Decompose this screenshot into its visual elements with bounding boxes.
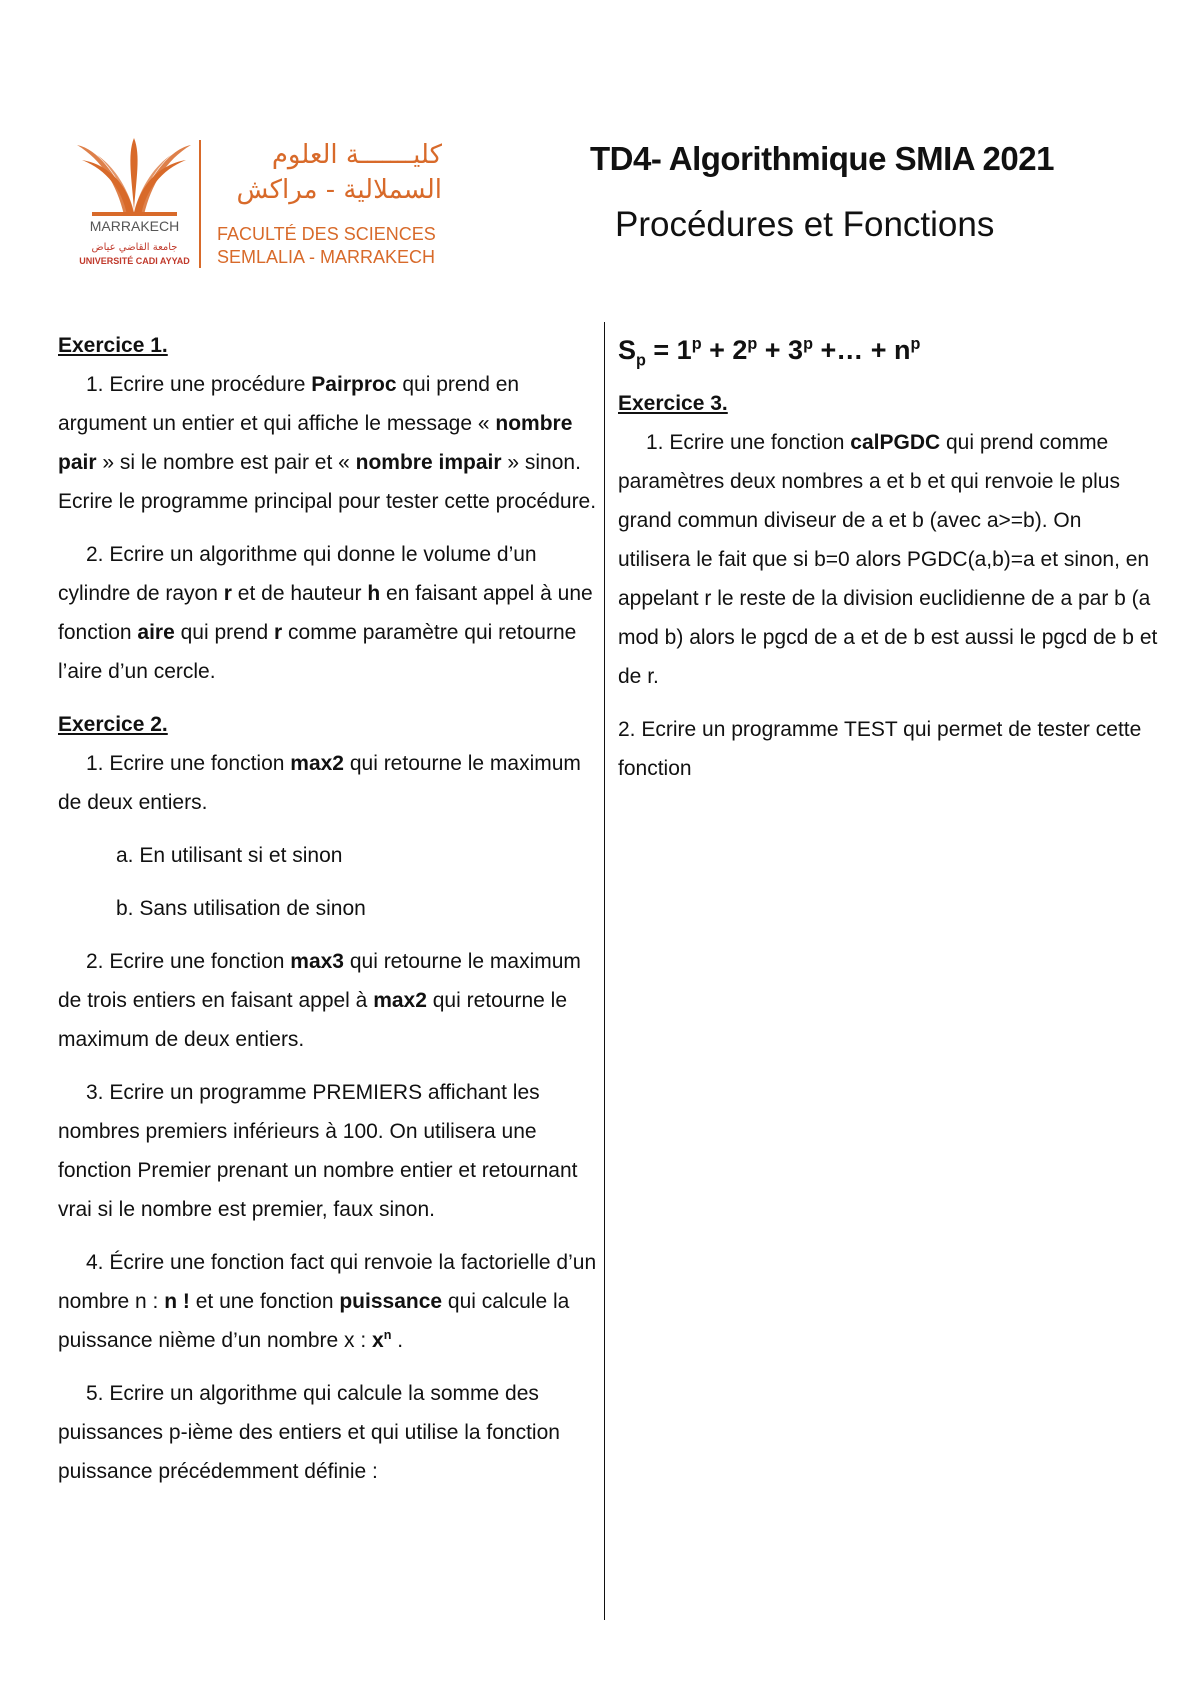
exercise-2-question-4: 4. Écrire une fonction fact qui renvoie la factorielle d’un nombre n : n ! et une fonction puissance qui calcule la puissance nième d’un nombre x : $x^n$ .: [58, 1251, 597, 1352]
page-title: TD4- Algorithmique SMIA 2021: [590, 140, 1054, 177]
logo-separator: [199, 140, 201, 268]
exercise-2-question-1: 1. Ecrire une fonction max2 qui retourne le maximum de deux entiers.: [58, 752, 581, 814]
logo-city: MARRAKECH: [89, 218, 180, 234]
faculty-logo: [72, 130, 442, 280]
exercise-3-question-1: 1. Ecrire une fonction calPGDC qui prend comme paramètres deux nombres a et b et qui renvoie le plus grand commun diviseur de a et b (avec a>=b). On utilisera le fait que si b=0 alors PGDC(a,b)=a et sinon, en appelant r le reste de la division euclidienne de a par b (a mod b) alors le pgcd de a et de b est aussi le pgcd de b et de r.: [618, 431, 1158, 688]
logo-french-line2: SEMLALIA - MARRAKECH: [217, 247, 436, 267]
exercise-3-question-2: 2. Ecrire un programme TEST qui permet de tester cette fonction: [618, 718, 1142, 780]
logo-arabic-line2: السملالية - مراكش: [236, 175, 442, 205]
exercise-3-heading: Exercice 3.: [618, 392, 728, 415]
exercise-1-question-1: 1. Ecrire une procédure Pairproc qui prend en argument un entier et qui affiche le message « nombre pair » si le nombre est pair et « nombre impair » sinon. Ecrire le programme principal pour tester cette procédure.: [58, 373, 597, 513]
left-column: [58, 326, 598, 1491]
exercise-2-subquestion-a: a. En utilisant si et sinon: [116, 844, 343, 867]
exercise-1-question-2: 2. Ecrire un algorithme qui donne le volume d’un cylindre de rayon r et de hauteur h en faisant appel à une fonction aire qui prend r comme paramètre qui retourne l’aire d’un cercle.: [58, 543, 593, 683]
logo-arabic-line1: كليـــــــة العلوم: [271, 140, 442, 170]
right-column: [618, 330, 1158, 788]
exercise-1-heading: Exercice 1.: [58, 334, 168, 357]
logo-university: UNIVERSITÉ CADI AYYAD: [79, 256, 190, 266]
logo-french-line1: FACULTÉ DES SCIENCES: [217, 224, 436, 244]
logo-university-arabic: جامعة القاضي عياض: [91, 242, 178, 253]
page-subtitle: Procédures et Fonctions: [615, 205, 995, 244]
exercise-2-question-3: 3. Ecrire un programme PREMIERS affichant les nombres premiers inférieurs à 100. On utilisera une fonction Premier prenant un nombre entier et retournant vrai si le nombre est premier, faux sinon.: [58, 1081, 578, 1221]
exercise-2-question-2: 2. Ecrire une fonction max3 qui retourne le maximum de trois entiers en faisant appel à max2 qui retourne le maximum de deux entiers.: [58, 950, 581, 1051]
power-sum-formula: $S_p = 1^p + 2^p + 3^p$ +… + $n^p$: [618, 335, 921, 370]
column-divider: [604, 322, 605, 1620]
exercise-2-question-5: 5. Ecrire un algorithme qui calcule la somme des puissances p-ième des entiers et qui utilise la fonction puissance précédemment définie :: [58, 1382, 560, 1483]
exercise-2-subquestion-b: b. Sans utilisation de sinon: [116, 897, 366, 920]
exercise-2-heading: Exercice 2.: [58, 713, 168, 736]
